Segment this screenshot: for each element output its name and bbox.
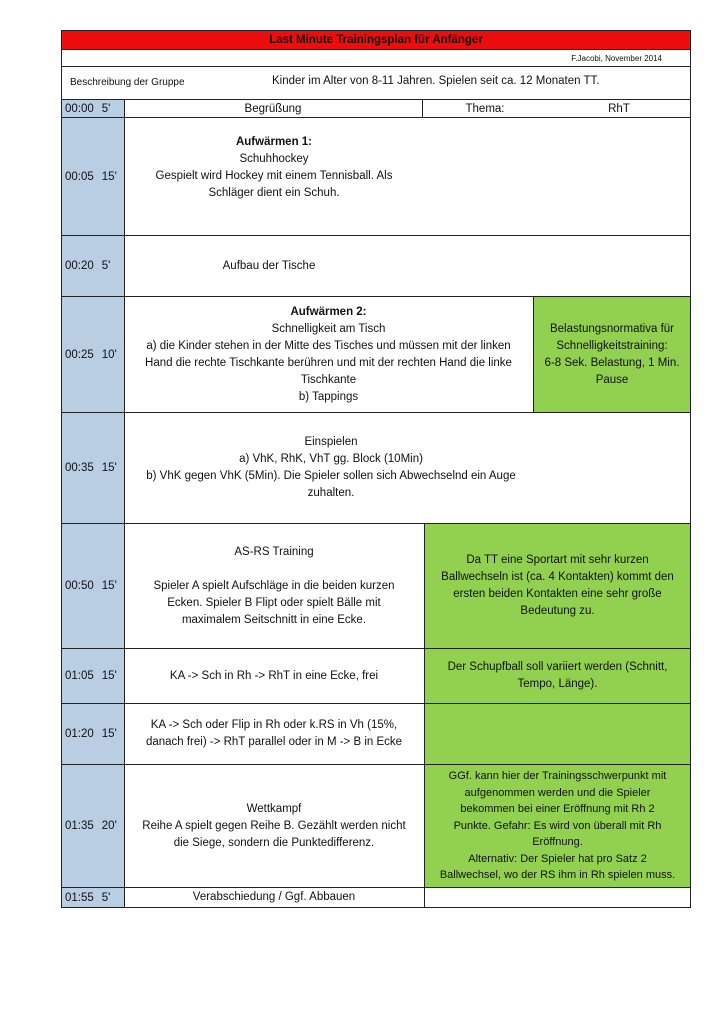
time-cell [62,118,125,235]
time-cell [62,649,125,703]
theme-label: Thema: [465,102,505,115]
duration-value: 15' [101,728,117,740]
activity-line: danach frei) -> RhT parallel oder in M -> B in Ecke [145,736,403,748]
note-line: Der Schupfball soll variiert werden (Schnitt, [447,661,668,673]
activity-line: Schuhhockey [239,153,309,165]
duration-value: 15' [101,170,117,183]
activity-cell [124,765,424,887]
activity-line: Einspielen [304,436,358,448]
schedule-row [62,100,690,118]
activity-line: maximalem Seitschnitt in eine Ecke. [181,613,367,626]
activity-line: Tischkante [300,373,357,386]
activity-cell [124,236,414,296]
activity-line: Schnelligkeit am Tisch [271,322,386,335]
note-line: aufgenommen werden und die Spieler [464,786,651,799]
activity-line: a) die Kinder stehen in der Mitte des Tisches und müssen mit der linken [146,339,511,352]
activity-cell [124,297,533,412]
duration-value: 5' [101,102,111,115]
note-line: Bedeutung zu. [520,605,595,617]
time-cell [62,524,125,648]
duration-value: 15' [101,580,117,592]
coach-note-cell [533,297,690,412]
duration-value: 15' [101,462,117,474]
activity-line: zuhalten. [307,487,355,499]
training-plan-sheet [61,30,691,908]
schedule-row [62,413,690,524]
group-description-row [62,67,690,100]
note-line: Eröffnung. [532,836,583,849]
activity-line: Gespielt wird Hockey mit einem Tennisball. Als [155,170,393,182]
group-description-label: Beschreibung der Gruppe [70,77,185,88]
duration-value: 10' [101,348,117,361]
time-cell [62,704,125,764]
column-divider [424,888,425,907]
activity-line: b) VhK gegen VhK (5Min). Die Spieler sollen sich Abwechselnd ein Auge [146,470,516,482]
note-line: GGf. kann hier der Trainingsschwerpunkt mit [448,770,667,783]
schedule-row [62,297,690,413]
time-cell [62,100,125,117]
activity-line: Hand die rechte Tischkante berühren und mit der rechten Hand die linke [145,356,512,369]
time-cell [62,765,125,887]
note-line: Ballwechseln ist (ca. 4 Kontakten) kommt den [441,571,674,583]
note-line: Pause [595,373,629,386]
activity-cell [124,649,424,703]
note-line: Tempo, Länge). [517,678,598,690]
time-value: 01:20 [65,728,94,740]
note-line: ersten beiden Kontakten eine sehr große [453,588,662,600]
time-cell [62,413,125,523]
activity-text: Begrüßung [244,102,302,115]
time-value: 01:05 [65,670,94,682]
activity-line: Reihe A spielt gegen Reihe B. Gezählt werden nicht [142,819,406,832]
activity-cell [124,100,422,117]
schedule-row [62,649,690,704]
activity-cell [124,413,538,523]
activity-cell [124,524,424,648]
note-line: Punkte. Gefahr: Es wird von überall mit Rh [453,819,662,832]
coach-note-cell [424,649,690,703]
activity-line: Schläger dient ein Schuh. [208,187,340,199]
schedule-row [62,118,690,236]
note-line: Da TT eine Sportart mit sehr kurzen [466,554,649,566]
activity-line: KA -> Sch oder Flip in Rh oder k.RS in Vh (15%, [150,719,398,731]
activity-line: AS-RS Training [234,545,314,558]
activity-cell [124,118,424,235]
duration-value: 5' [101,891,111,904]
time-value: 01:35 [65,820,94,832]
author-credit: F.Jacobi, November 2014 [62,50,690,67]
group-description-value: Kinder im Alter von 8-11 Jahren. Spielen seit ca. 12 Monaten TT. [272,75,600,87]
note-line: bekommen bei einer Eröffnung mit Rh 2 [460,803,655,816]
page-title: Last Minute Trainingsplan für Anfänger [62,31,690,50]
activity-cell [124,704,424,764]
time-value: 01:55 [65,891,94,904]
time-value: 00:25 [65,348,94,361]
note-line: Schnelligkeitstraining: [556,339,668,352]
schedule-row [62,236,690,297]
schedule-row [62,765,690,888]
activity-line: a) VhK, RhK, VhT gg. Block (10Min) [239,453,423,465]
schedule-row [62,524,690,649]
activity-heading: Aufwärmen 2: [290,305,367,318]
time-cell [62,297,125,412]
activity-line: die Siege, sondern die Punktedifferenz. [173,836,375,849]
duration-value: 15' [101,670,117,682]
time-value: 00:50 [65,580,94,592]
activity-line: Wettkampf [246,802,302,815]
note-line: 6-8 Sek. Belastung, 1 Min. [544,356,680,369]
time-value: 00:00 [65,102,94,115]
coach-note-cell [424,765,690,887]
note-line: Belastungsnormativa für [549,322,674,335]
coach-note-cell [424,524,690,648]
theme-label-cell [422,100,548,117]
activity-heading: Aufwärmen 1: [235,136,313,148]
activity-line: Ecken. Spieler B Flipt oder spielt Bälle mit [167,596,381,609]
time-value: 00:05 [65,170,94,183]
time-value: 00:35 [65,462,94,474]
activity-line: Aufbau der Tische [222,259,316,272]
activity-line: Verabschiedung / Ggf. Abbauen [192,891,356,903]
theme-value-cell [548,100,690,117]
duration-value: 5' [101,260,111,272]
activity-line: Spieler A spielt Aufschläge in die beiden kurzen [153,579,395,592]
duration-value: 20' [101,820,117,832]
note-line: Ballwechsel, wo der RS ihm in Rh spielen muss. [439,869,676,882]
coach-note-cell [424,704,690,764]
activity-line: b) Tappings [298,390,359,403]
time-cell [62,236,125,296]
note-line: Alternativ: Der Spieler hat pro Satz 2 [468,852,647,865]
theme-value: RhT [608,102,630,115]
time-value: 00:20 [65,260,94,272]
time-cell [62,888,125,907]
schedule-row [62,704,690,765]
schedule-row [62,888,690,907]
activity-cell [124,888,424,907]
activity-line: KA -> Sch in Rh -> RhT in eine Ecke, frei [169,669,379,682]
